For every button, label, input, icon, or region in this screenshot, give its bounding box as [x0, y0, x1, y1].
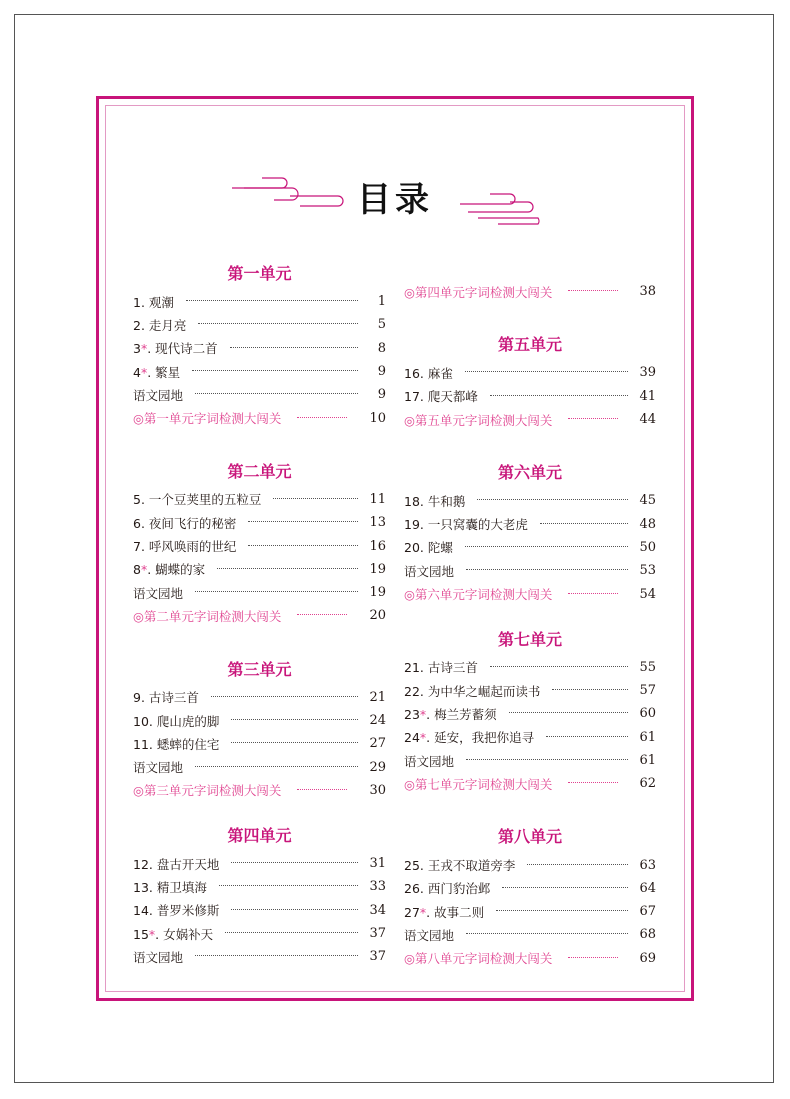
entry-separator: . [155, 926, 164, 942]
entry-separator: . [419, 517, 428, 533]
entry-title [133, 948, 183, 966]
entry-title [404, 364, 453, 382]
unit-heading: 第八单元 [497, 827, 562, 847]
entry-number: ◎ [404, 284, 415, 300]
unit-gap [404, 303, 656, 329]
entry-text: 繁星 [155, 364, 181, 380]
dot-leader [502, 887, 628, 888]
dot-leader [568, 957, 618, 958]
entry-separator: . [419, 660, 428, 676]
entry-text: 爬天都峰 [427, 389, 478, 405]
unit-heading: 第四单元 [227, 826, 292, 846]
unit-heading: 第一单元 [227, 264, 292, 283]
entry-page-number: 37 [369, 926, 386, 942]
entry-text: 梅兰芳蓄须 [434, 706, 497, 722]
entry-separator: . [426, 730, 435, 746]
entry-text: 现代诗二首 [155, 341, 218, 357]
toc-entry[interactable] [404, 923, 656, 946]
toc-entry[interactable] [133, 534, 386, 557]
entry-star: * [140, 364, 148, 380]
entry-number: 5 [133, 492, 141, 508]
entry-separator: . [140, 690, 149, 706]
entry-text: 第八单元字词检测大闯关 [414, 951, 553, 967]
entry-text: 走月亮 [148, 317, 187, 333]
entry-number: 21 [404, 660, 420, 676]
entry-separator: . [419, 540, 428, 556]
dot-leader [466, 933, 628, 934]
entry-text: 古诗三首 [148, 690, 199, 706]
dot-leader [297, 789, 347, 790]
dot-leader [231, 862, 358, 863]
entry-page-number: 54 [639, 586, 656, 602]
entry-page-number: 13 [369, 515, 386, 531]
entry-number: 17 [404, 389, 420, 405]
entry-title [133, 878, 207, 896]
dot-leader [273, 498, 358, 499]
dot-leader [231, 719, 358, 720]
toc-entry[interactable] [404, 877, 656, 900]
entry-title [404, 658, 478, 676]
entry-text: 为中华之崛起而读书 [427, 683, 541, 699]
entry-text: 语文园地 [133, 387, 184, 403]
entry-separator: . [419, 881, 428, 897]
entry-title [133, 855, 219, 873]
unit-heading: 第五单元 [497, 335, 562, 355]
entry-separator: . [419, 365, 428, 381]
entry-page-number: 19 [369, 561, 386, 577]
entry-page-number: 55 [639, 659, 656, 675]
entry-title [133, 514, 236, 532]
toc-review-entry[interactable] [133, 604, 386, 627]
dot-leader [568, 782, 618, 783]
toc-entry[interactable] [404, 853, 656, 876]
toc-entry[interactable] [133, 852, 386, 875]
entry-text: 语文园地 [133, 949, 184, 965]
entry-text: 一个豆荚里的五粒豆 [148, 492, 262, 508]
dot-leader [465, 371, 628, 372]
dot-leader [540, 523, 628, 524]
entry-star: * [419, 706, 427, 722]
entry-title [404, 283, 552, 301]
dot-leader [217, 568, 358, 569]
entry-page-number: 10 [369, 410, 386, 426]
dot-leader [568, 593, 618, 594]
dot-leader [219, 885, 358, 886]
toc-entry[interactable] [404, 536, 656, 559]
entry-text: 普罗米修斯 [156, 903, 220, 919]
entry-page-number: 21 [369, 689, 386, 705]
toc-entry[interactable] [133, 686, 386, 709]
toc-entry[interactable] [133, 945, 386, 968]
entry-page-number: 34 [369, 902, 386, 918]
dot-leader [466, 759, 628, 760]
entry-title [133, 560, 205, 578]
entry-text: 第三单元字词检测大闯关 [143, 783, 282, 799]
entry-separator: . [147, 341, 156, 357]
entry-separator: . [148, 856, 157, 872]
unit-gap [404, 795, 656, 821]
entry-page-number: 29 [369, 759, 386, 775]
toc-entry[interactable] [133, 899, 386, 922]
entry-page-number: 63 [639, 857, 656, 873]
toc-review-entry[interactable] [404, 772, 656, 795]
entry-number: 15 [133, 926, 149, 942]
entry-text: 语文园地 [404, 563, 455, 579]
dot-leader [195, 766, 358, 767]
entry-title [133, 735, 219, 753]
entry-title [404, 538, 453, 556]
entry-separator: . [147, 562, 156, 578]
dot-leader [231, 909, 358, 910]
entry-separator: . [140, 539, 149, 555]
dot-leader [231, 742, 358, 743]
entry-number: 2 [133, 317, 141, 333]
entry-title [133, 386, 183, 404]
entry-title [133, 316, 186, 334]
entry-number: 24 [404, 730, 420, 746]
entry-text: 西门豹治邺 [427, 881, 491, 897]
entry-text: 第六单元字词检测大闯关 [414, 587, 553, 603]
dot-leader [466, 569, 628, 570]
entry-separator: . [148, 903, 157, 919]
dot-leader [527, 864, 628, 865]
entry-text: 古诗三首 [427, 660, 478, 676]
entry-title [133, 584, 183, 602]
page-title: 目录 [357, 180, 433, 220]
entry-text: 语文园地 [133, 760, 184, 776]
dot-leader [195, 393, 358, 394]
entry-text: 蝴蝶的家 [155, 562, 206, 578]
entry-text: 麻雀 [427, 365, 453, 381]
entry-title [404, 775, 552, 793]
toc-entry[interactable] [404, 900, 656, 923]
unit-gap [133, 628, 386, 654]
entry-separator: . [426, 706, 435, 722]
entry-text: 盘古开天地 [156, 856, 220, 872]
entry-title [133, 781, 281, 799]
entry-title [133, 363, 180, 381]
entry-number: 12 [133, 856, 149, 872]
dot-leader [552, 689, 628, 690]
entry-text: 一只窝囊的大老虎 [427, 517, 528, 533]
unit-heading: 第三单元 [227, 659, 292, 679]
entry-page-number: 60 [639, 706, 656, 722]
entry-page-number: 61 [639, 729, 656, 745]
entry-page-number: 19 [369, 585, 386, 601]
dot-leader [297, 614, 347, 615]
entry-title [404, 728, 534, 746]
toc-entry[interactable] [133, 290, 386, 313]
entry-number: 16 [404, 365, 420, 381]
entry-page-number: 9 [377, 387, 386, 403]
entry-page-number: 48 [639, 516, 656, 532]
entry-title [133, 409, 281, 427]
entry-page-number: 8 [377, 340, 386, 356]
entry-title [404, 926, 454, 944]
toc-entry[interactable] [404, 559, 656, 582]
entry-text: 夜间飞行的秘密 [148, 515, 237, 531]
entry-number: 22 [404, 683, 420, 699]
toc-entry[interactable] [133, 383, 386, 406]
toc-entry[interactable] [404, 679, 656, 702]
entry-text: 第二单元字词检测大闯关 [143, 608, 282, 624]
entry-number: 10 [133, 713, 149, 729]
toc-entry[interactable] [133, 488, 386, 511]
unit-heading: 第二单元 [227, 461, 292, 481]
toc-entry[interactable] [404, 512, 656, 535]
dot-leader [248, 521, 358, 522]
entry-separator: . [419, 683, 428, 699]
entry-text: 王戎不取道旁李 [427, 858, 516, 874]
entry-title [404, 752, 454, 770]
entry-title [404, 949, 552, 967]
entry-separator: . [148, 713, 157, 729]
entry-text: 语文园地 [133, 585, 184, 601]
entry-title [133, 758, 183, 776]
entry-title [404, 515, 528, 533]
toc-column-right [404, 258, 656, 970]
entry-title [133, 490, 261, 508]
entry-title [133, 688, 199, 706]
entry-star: * [140, 562, 148, 578]
entry-number: 25 [404, 858, 420, 874]
entry-separator: . [140, 294, 149, 310]
entry-page-number: 9 [377, 364, 386, 380]
entry-text: 第七单元字词检测大闯关 [414, 776, 553, 792]
entry-title [133, 712, 219, 730]
toc-entry[interactable] [133, 360, 386, 383]
entry-page-number: 41 [639, 388, 656, 404]
toc-entry[interactable] [404, 361, 656, 384]
toc-review-entry[interactable] [133, 406, 386, 429]
entry-page-number: 39 [639, 365, 656, 381]
entry-separator: . [419, 493, 428, 509]
dot-leader [490, 395, 628, 396]
entry-number: ◎ [404, 951, 415, 967]
dot-leader [297, 417, 347, 418]
toc-entry[interactable] [404, 656, 656, 679]
entry-title [133, 293, 174, 311]
entry-page-number: 62 [639, 776, 656, 792]
entry-title [133, 339, 218, 357]
entry-number: 27 [404, 904, 420, 920]
dot-leader [477, 499, 628, 500]
entry-title [404, 903, 484, 921]
entry-title [404, 492, 465, 510]
unit-gap [133, 430, 386, 456]
toc-entry[interactable] [133, 558, 386, 581]
dot-leader [490, 666, 628, 667]
entry-text: 蟋蟀的住宅 [156, 736, 220, 752]
entry-number: ◎ [133, 783, 144, 799]
entry-number: 7 [133, 539, 141, 555]
toc-entry[interactable] [133, 313, 386, 336]
dot-leader [186, 300, 358, 301]
toc-entry[interactable] [404, 726, 656, 749]
toc-entry[interactable] [404, 489, 656, 512]
entry-number: 11 [133, 736, 149, 752]
toc-entry[interactable] [133, 511, 386, 534]
toc-entry[interactable] [133, 875, 386, 898]
dot-leader [465, 546, 628, 547]
entry-number: ◎ [404, 412, 415, 428]
entry-text: 第四单元字词检测大闯关 [414, 284, 553, 300]
entry-separator: . [426, 904, 435, 920]
toc-review-entry[interactable] [404, 280, 656, 303]
toc-entry[interactable] [133, 755, 386, 778]
entry-separator: . [419, 858, 428, 874]
entry-text: 延安，我把你追寻 [434, 730, 535, 746]
dot-leader [195, 955, 358, 956]
entry-page-number: 44 [639, 412, 656, 428]
dot-leader [225, 932, 358, 933]
entry-title [133, 901, 219, 919]
unit-heading: 第七单元 [497, 629, 562, 649]
unit-gap [404, 606, 656, 624]
entry-title [404, 856, 515, 874]
entry-page-number: 67 [639, 904, 656, 920]
entry-title [133, 537, 236, 555]
entry-title [404, 585, 552, 603]
toc-entry[interactable] [133, 581, 386, 604]
entry-page-number: 16 [369, 538, 386, 554]
entry-number: ◎ [404, 776, 415, 792]
entry-page-number: 53 [639, 563, 656, 579]
entry-separator: . [148, 736, 157, 752]
entry-number: 20 [404, 540, 420, 556]
entry-separator: . [148, 879, 157, 895]
entry-title [404, 682, 540, 700]
entry-title [404, 411, 552, 429]
dot-leader [230, 347, 358, 348]
entry-separator: . [147, 364, 156, 380]
dot-leader [568, 290, 618, 291]
dot-leader [496, 910, 628, 911]
entry-number: 1 [133, 294, 141, 310]
entry-page-number: 50 [639, 539, 656, 555]
entry-page-number: 31 [369, 856, 386, 872]
entry-number: 19 [404, 517, 420, 533]
entry-title [404, 562, 454, 580]
entry-page-number: 30 [369, 782, 386, 798]
entry-page-number: 38 [639, 284, 656, 300]
entry-number: 3 [133, 341, 141, 357]
entry-page-number: 5 [377, 317, 386, 333]
entry-text: 语文园地 [404, 927, 455, 943]
entry-page-number: 11 [369, 491, 386, 507]
unit-gap [404, 431, 656, 457]
entry-text: 观潮 [148, 294, 174, 310]
dot-leader [248, 545, 358, 546]
entry-separator: . [419, 389, 428, 405]
toc-entry[interactable] [133, 337, 386, 360]
entry-star: * [140, 341, 148, 357]
entry-number: ◎ [404, 587, 415, 603]
entry-text: 第一单元字词检测大闯关 [143, 411, 282, 427]
column-top-spacer [404, 258, 656, 280]
dot-leader [546, 736, 628, 737]
entry-text: 陀螺 [427, 540, 453, 556]
entry-number: 4 [133, 364, 141, 380]
entry-text: 女娲补天 [163, 926, 214, 942]
entry-page-number: 68 [639, 927, 656, 943]
entry-separator: . [140, 492, 149, 508]
entry-title [404, 387, 478, 405]
entry-page-number: 20 [369, 608, 386, 624]
toc-entry[interactable] [404, 702, 656, 725]
entry-page-number: 61 [639, 753, 656, 768]
dot-leader [195, 591, 358, 592]
entry-star: * [148, 926, 156, 942]
entry-number: 9 [133, 690, 141, 706]
toc-review-entry[interactable] [404, 408, 656, 431]
toc-review-entry[interactable] [133, 779, 386, 802]
entry-separator: . [140, 515, 149, 531]
entry-page-number: 27 [369, 736, 386, 752]
entry-number: 6 [133, 515, 141, 531]
entry-text: 故事二则 [434, 904, 485, 920]
toc-review-entry[interactable] [404, 947, 656, 970]
toc-entry[interactable] [133, 922, 386, 945]
entry-number: ◎ [133, 608, 144, 624]
entry-text: 语文园地 [404, 753, 455, 769]
dot-leader [211, 696, 358, 697]
entry-page-number: 33 [369, 879, 386, 895]
entry-separator: . [140, 317, 149, 333]
entry-star: * [419, 904, 427, 920]
entry-title [404, 879, 490, 897]
entry-number: 23 [404, 706, 420, 722]
toc-entry[interactable] [133, 732, 386, 755]
dot-leader [509, 712, 628, 713]
entry-number: 18 [404, 493, 420, 509]
entry-number: 8 [133, 562, 141, 578]
entry-page-number: 64 [639, 880, 656, 896]
entry-text: 爬山虎的脚 [156, 713, 220, 729]
entry-title [404, 705, 497, 723]
entry-page-number: 1 [377, 294, 386, 310]
entry-title [133, 925, 213, 943]
dot-leader [198, 323, 358, 324]
entry-page-number: 24 [369, 713, 386, 728]
toc-column-left [133, 258, 386, 969]
entry-text: 第五单元字词检测大闯关 [414, 412, 553, 428]
entry-title [133, 607, 281, 625]
toc-review-entry[interactable] [404, 582, 656, 605]
entry-number: ◎ [133, 411, 144, 427]
unit-gap [133, 802, 386, 820]
toc-entry[interactable] [404, 385, 656, 408]
entry-text: 牛和鹅 [427, 493, 466, 509]
entry-text: 精卫填海 [156, 879, 207, 895]
entry-text: 呼风唤雨的世纪 [148, 539, 237, 555]
entry-number: 26 [404, 881, 420, 897]
unit-heading: 第六单元 [497, 463, 562, 483]
entry-page-number: 45 [639, 493, 656, 509]
entry-page-number: 69 [639, 950, 656, 966]
entry-number: 14 [133, 903, 149, 919]
entry-number: 13 [133, 879, 149, 895]
dot-leader [192, 370, 358, 371]
toc-entry[interactable] [404, 749, 656, 772]
entry-page-number: 57 [639, 683, 656, 699]
entry-page-number: 37 [369, 949, 386, 965]
entry-star: * [419, 730, 427, 746]
dot-leader [568, 418, 618, 419]
toc-entry[interactable] [133, 709, 386, 732]
